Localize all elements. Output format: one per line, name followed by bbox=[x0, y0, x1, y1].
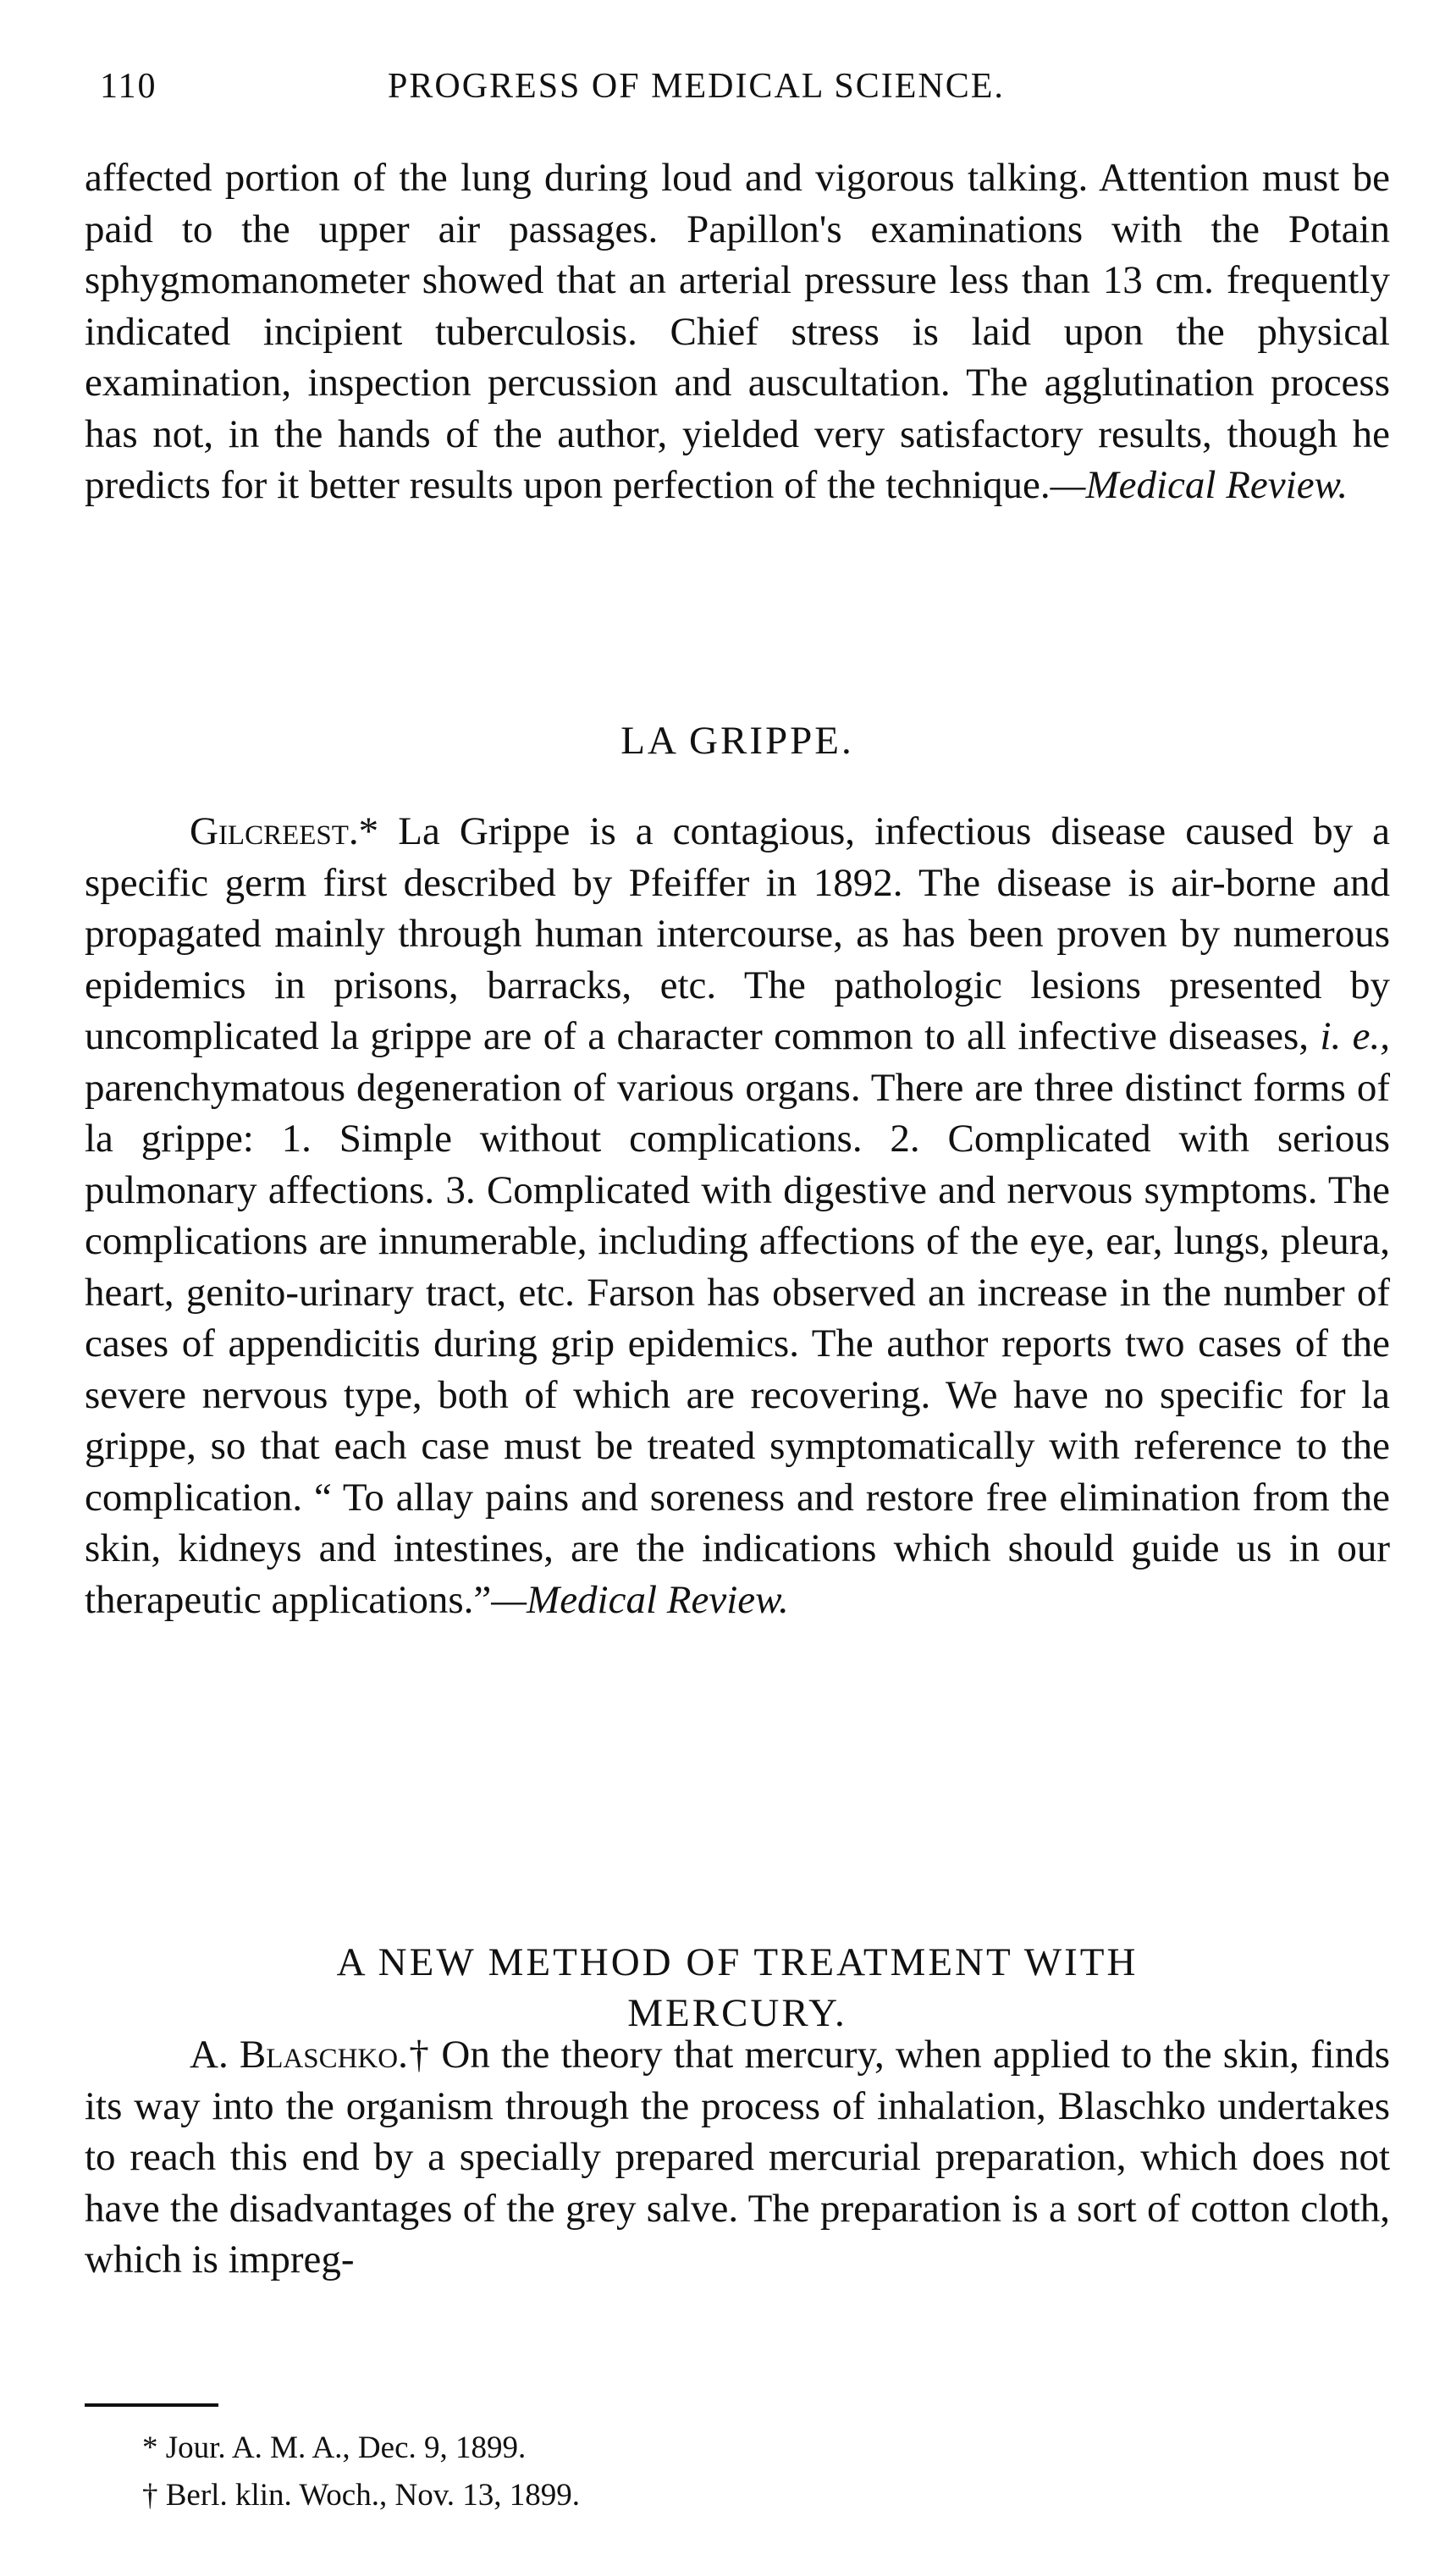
mercury-author: Blaschko.† bbox=[239, 2033, 431, 2077]
la-grippe-author: Gilcreest.* bbox=[190, 809, 379, 853]
footnote-2: † Berl. klin. Woch., Nov. 13, 1899. bbox=[142, 2478, 581, 2513]
mercury-text: On the theory that mercury, when applied to the skin, finds its way into the organism through the process of inhalation, Blaschko undertakes to reach this end by a specially prepared mercurial preparation, which does not have the disadvantages of the grey salve. The preparation is a sort of cotton cloth, which is impreg- bbox=[85, 2033, 1391, 2281]
mercury-author-initial: A. bbox=[190, 2033, 229, 2077]
continued-paragraph bbox=[85, 152, 1390, 511]
la-grippe-text-1: La Grippe is a contagious, infectious disease caused by a specific germ first described by Pfeiffer in 1892. The disease is air-borne and propagated mainly through human intercourse, as has been proven by numerous epidemics in prisons, barracks, etc. The pathologic lesions presented by uncomplicated la grippe are of a character common to all infective diseases, bbox=[85, 809, 1391, 1058]
footnotes bbox=[142, 2425, 580, 2519]
la-grippe-paragraph bbox=[85, 806, 1390, 1625]
mercury-heading-line-2: MERCURY. bbox=[627, 1991, 847, 2035]
mercury-heading-line-1: A NEW METHOD OF TREATMENT WITH bbox=[336, 1940, 1139, 1984]
la-grippe-text-2: parenchymatous degeneration of various organs. There are three distinct forms of la grippe: 1. Simple without complications. 2. Complicated with serious pulmonary affections. 3. Complicated with digestive and nervous symptoms. The complications are innumerable, including affections of the eye, ear, lungs, pleura, heart, genito-urinary tract, etc. Farson has observed an increase in the number of cases of appendicitis during grip epidemics. The author reports two cases of the severe nervous type, both of which are recovering. We have no specific for la grippe, so that each case must be treated symptomatically with reference to the complication. “ To allay pains and soreness and restore free elimination from the skin, kidneys and intestines, are the indications which should guide us in our therapeutic applications.” bbox=[85, 1065, 1390, 1622]
continued-paragraph-text: affected portion of the lung during loud and vigorous talking. Attention must be paid to the upper air passages. Papillon's examinations with the Potain sphygmomanometer showed that an arterial pressure less than 13 cm. frequently indicated incipient tuberculosis. Chief stress is laid upon the physical examination, inspection percussion and auscultation. The agglutination process has not, in the hands of the author, yielded very satisfactory results, though he predicts for it better results upon perfection of the technique. bbox=[85, 156, 1390, 507]
mercury-paragraph bbox=[85, 2029, 1390, 2286]
la-grippe-ie: i. e., bbox=[1320, 1014, 1391, 1058]
page-number: 110 bbox=[100, 67, 157, 106]
footnote-rule bbox=[85, 2403, 218, 2407]
continued-paragraph-source: —Medical Review. bbox=[1050, 463, 1348, 507]
section-heading-mercury bbox=[85, 1937, 1390, 2039]
la-grippe-source: —Medical Review. bbox=[491, 1577, 789, 1622]
running-head bbox=[100, 66, 1404, 117]
section-heading-la-grippe: LA GRIPPE. bbox=[620, 719, 854, 763]
footnote-1: * Jour. A. M. A., Dec. 9, 1899. bbox=[142, 2430, 527, 2465]
running-title: PROGRESS OF MEDICAL SCIENCE. bbox=[388, 67, 1005, 106]
